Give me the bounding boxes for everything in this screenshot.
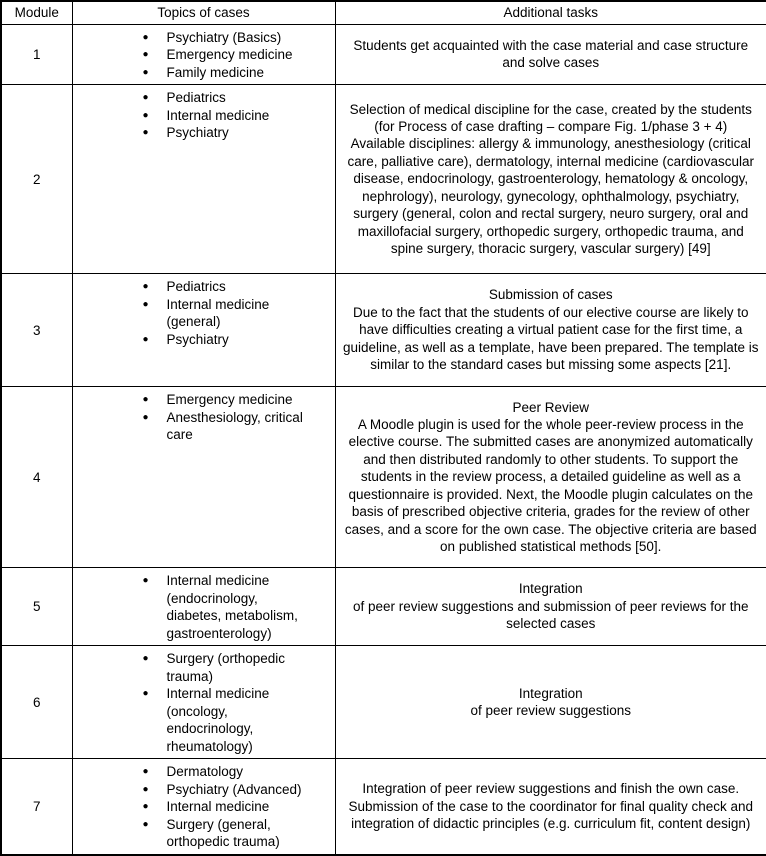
topics-cell xyxy=(72,759,335,855)
topics-cell xyxy=(72,24,335,85)
topic-text: Psychiatry xyxy=(166,125,229,140)
tasks-cell xyxy=(335,274,766,387)
topics-list xyxy=(139,391,309,444)
topics-list xyxy=(139,572,309,642)
topics-cell xyxy=(72,85,335,274)
topic-text: Internal medicine (endocrinology, diabetes, metabolism, gastroenterology) xyxy=(166,573,298,641)
topics-list xyxy=(139,650,309,755)
table-row xyxy=(1,24,766,85)
bullet-icon: ● xyxy=(142,298,149,310)
topic-item xyxy=(139,89,309,107)
topic-item xyxy=(139,296,309,331)
module-number: 1 xyxy=(1,24,72,85)
topic-text: Psychiatry (Advanced) xyxy=(166,781,302,797)
task-text: Due to the fact that the students of our elective course are likely to have difficulties creating a virtual patient case for the first time, a guideline, as well as a template, have been prepared. The template is similar to the standard cases but missing some aspects [21]. xyxy=(342,304,759,373)
task-text: of peer review suggestions xyxy=(470,703,632,718)
bullet-icon: ● xyxy=(142,127,149,138)
topics-cell xyxy=(72,387,335,568)
bullet-icon: ● xyxy=(142,783,149,795)
table-row xyxy=(1,568,766,646)
topic-text: Internal medicine (oncology, endocrinology, rheumatology) xyxy=(166,686,270,754)
bullet-icon: ● xyxy=(142,49,149,60)
task-text: Available disciplines: allergy & immunology, anesthesiology (critical care, palliative care), dermatology, internal medicine (cardiovascular disease, endocrinology, gastroenterology, hematology & oncology, nephrology), neurology, gynecology, ophthalmology, psychiatry, surgery (general, colon and rectal surgery, neuro surgery, oral and maxillofacial surgery, orthopedic surgery, orthopedic trauma, and spine surgery, thoracic surgery, vascular surgery) [49] xyxy=(347,136,754,256)
topic-item xyxy=(139,124,309,142)
module-number: 5 xyxy=(1,568,72,646)
task-text: Integration xyxy=(518,581,583,597)
tasks-cell xyxy=(335,387,766,568)
topic-item xyxy=(139,391,309,409)
bullet-icon: ● xyxy=(142,766,149,777)
bullet-icon: ● xyxy=(142,653,149,664)
bullet-icon: ● xyxy=(142,31,149,43)
topic-text: Anesthesiology, critical care xyxy=(166,409,303,442)
topic-text: Psychiatry (Basics) xyxy=(166,29,282,45)
topic-item xyxy=(139,685,309,755)
topics-list xyxy=(139,29,309,82)
module-number: 2 xyxy=(1,85,72,274)
bullet-icon: ● xyxy=(142,801,149,812)
module-number: 7 xyxy=(1,759,72,855)
module-number: 6 xyxy=(1,646,72,759)
table-row xyxy=(1,274,766,387)
topic-text: Internal medicine (general) xyxy=(166,296,270,329)
task-text: Peer Review xyxy=(512,399,590,415)
bullet-icon: ● xyxy=(142,411,149,423)
topic-item xyxy=(139,46,309,64)
topic-text: Pediatrics xyxy=(166,90,226,105)
task-text: (for Process of case drafting – compare Fig. 1/phase 3 + 4) xyxy=(374,119,728,135)
topic-item xyxy=(139,781,309,799)
table-row xyxy=(1,646,766,759)
bullet-icon: ● xyxy=(142,333,149,345)
topics-list xyxy=(139,278,309,348)
tasks-cell xyxy=(335,568,766,646)
task-text: Submission of cases xyxy=(488,287,613,303)
task-text: Integration xyxy=(518,685,583,701)
topic-text: Emergency medicine xyxy=(166,392,293,407)
task-text: Students get acquainted with the case material and case structure and solve cases xyxy=(353,37,749,71)
table-body xyxy=(1,24,766,855)
topic-text: Psychiatry xyxy=(166,331,229,347)
topic-text: Surgery (orthopedic trauma) xyxy=(166,651,286,684)
topics-list xyxy=(139,763,309,851)
task-text: Integration of peer review suggestions and finish the own case. xyxy=(362,781,740,797)
task-text: Selection of medical discipline for the case, created by the students xyxy=(349,101,752,117)
topic-text: Surgery (general, orthopedic trauma) xyxy=(166,816,280,849)
topics-cell xyxy=(72,274,335,387)
col-header-tasks: Additional tasks xyxy=(335,1,766,24)
topic-item xyxy=(139,107,309,125)
topic-text: Internal medicine xyxy=(166,107,270,123)
module-number: 3 xyxy=(1,274,72,387)
topics-list xyxy=(139,89,309,142)
col-header-topics: Topics of cases xyxy=(72,1,335,24)
topic-item xyxy=(139,29,309,47)
bullet-icon: ● xyxy=(142,394,149,405)
topic-item xyxy=(139,816,309,851)
bullet-icon: ● xyxy=(142,818,149,830)
bullet-icon: ● xyxy=(142,109,149,121)
bullet-icon: ● xyxy=(142,575,149,586)
tasks-cell xyxy=(335,759,766,855)
task-text: A Moodle plugin is used for the whole peer-review process in the elective course. The submitted cases are anonymized automatically and then distributed randomly to other students. To support the students in the review process, a detailed guideline as well as a questionnaire is provided. Next, the Moodle plugin calculates on the basis of prescribed objective criteria, grades for the review of other cases, and a score for the own case. The objective criteria are based on published statistical methods [50]. xyxy=(344,417,757,554)
topic-item xyxy=(139,763,309,781)
topic-text: Family medicine xyxy=(166,64,265,80)
table-row xyxy=(1,759,766,855)
topic-item xyxy=(139,64,309,82)
bullet-icon: ● xyxy=(142,281,149,292)
table-row xyxy=(1,387,766,568)
topic-item xyxy=(139,650,309,685)
bullet-icon: ● xyxy=(142,92,149,103)
table-row xyxy=(1,85,766,274)
topics-cell xyxy=(72,568,335,646)
topic-text: Pediatrics xyxy=(166,279,226,294)
topic-text: Dermatology xyxy=(166,764,244,779)
tasks-cell xyxy=(335,85,766,274)
topic-text: Emergency medicine xyxy=(166,47,293,62)
topic-item xyxy=(139,409,309,444)
task-text: of peer review suggestions and submission of peer reviews for the selected cases xyxy=(353,598,749,632)
topic-item xyxy=(139,331,309,349)
col-header-module: Module xyxy=(1,1,72,24)
module-number: 4 xyxy=(1,387,72,568)
topic-item xyxy=(139,278,309,296)
topic-item xyxy=(139,572,309,642)
tasks-cell xyxy=(335,24,766,85)
topics-cell xyxy=(72,646,335,759)
bullet-icon: ● xyxy=(142,66,149,78)
header-row xyxy=(1,1,766,24)
bullet-icon: ● xyxy=(142,688,149,699)
tasks-cell xyxy=(335,646,766,759)
topic-text: Internal medicine xyxy=(166,799,270,814)
topic-item xyxy=(139,798,309,816)
task-text: Submission of the case to the coordinator for final quality check and integration of didactic principles (e.g. curriculum fit, content design) xyxy=(348,798,753,831)
